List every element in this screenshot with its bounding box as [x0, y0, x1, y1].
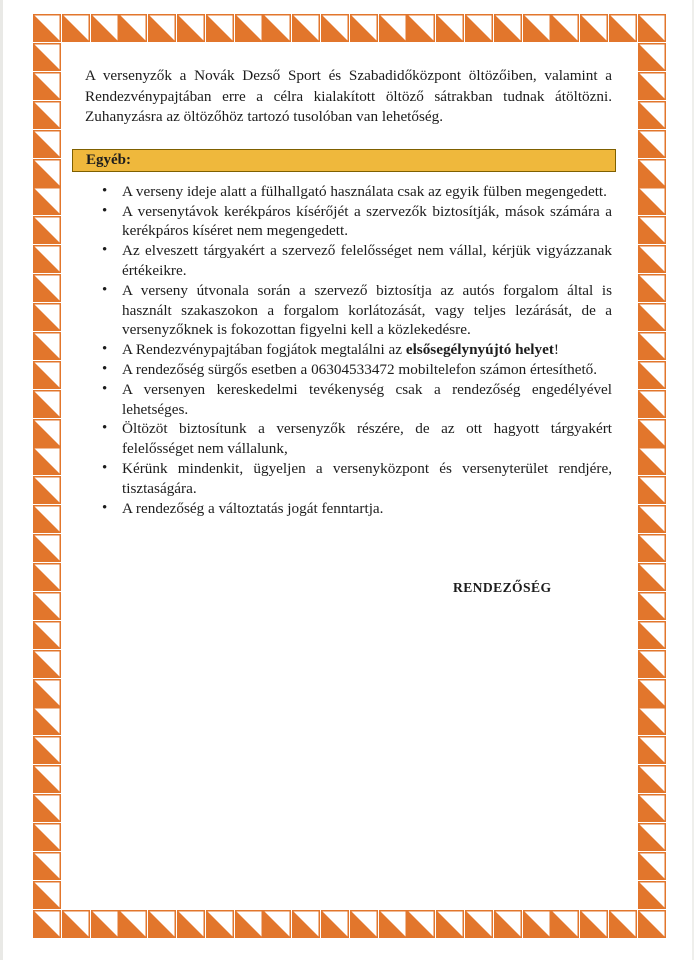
orienteering-triangle-tile-icon	[33, 274, 61, 302]
rule-item	[85, 340, 612, 360]
rules-list	[85, 182, 612, 519]
rule-item	[85, 202, 612, 242]
orienteering-triangle-tile-icon	[638, 505, 666, 533]
orienteering-triangle-tile-icon	[33, 187, 61, 215]
orienteering-triangle-tile-icon	[33, 592, 61, 620]
orienteering-triangle-tile-icon	[33, 447, 61, 475]
rule-text-post: !	[553, 341, 559, 359]
orienteering-triangle-tile-icon	[33, 650, 61, 678]
rule-text: A verseny útvonala során a szervező biztosítja az autós forgalom által is használt szakaszokon a forgalom korlátozását, vagy teljes lezárását, de a versenyzőknek is fokozottan figyelni kell a közlekedésre.	[122, 281, 612, 339]
orienteering-triangle-tile-icon	[206, 14, 234, 42]
border-left-strip	[33, 43, 61, 909]
orienteering-triangle-tile-icon	[638, 823, 666, 851]
rule-text: A verseny ideje alatt a fülhallgató használata csak az egyik fülben megengedett.	[122, 182, 607, 200]
rule-item	[85, 499, 612, 519]
orienteering-triangle-tile-icon	[33, 43, 61, 71]
bullet-icon: •	[102, 380, 108, 397]
orienteering-triangle-tile-icon	[91, 14, 119, 42]
orienteering-triangle-tile-icon	[33, 130, 61, 158]
page-edge-shadow	[0, 0, 3, 960]
rule-item	[85, 459, 612, 499]
orienteering-triangle-tile-icon	[33, 14, 61, 42]
rule-text: A rendezőség a változtatás jogát fenntartja.	[122, 499, 384, 517]
orienteering-triangle-tile-icon	[494, 910, 522, 938]
orienteering-triangle-tile-icon	[292, 910, 320, 938]
rule-text: A Rendezvénypajtában fogjátok megtalálni az	[122, 341, 406, 359]
bullet-icon: •	[102, 341, 108, 358]
orienteering-triangle-tile-icon	[350, 14, 378, 42]
orienteering-triangle-tile-icon	[638, 563, 666, 591]
orienteering-triangle-tile-icon	[350, 910, 378, 938]
signature: RENDEZŐSÉG	[453, 580, 552, 596]
orienteering-triangle-tile-icon	[609, 14, 637, 42]
rule-item	[85, 182, 612, 202]
orienteering-triangle-tile-icon	[638, 794, 666, 822]
orienteering-triangle-tile-icon	[638, 43, 666, 71]
orienteering-triangle-tile-icon	[33, 679, 61, 707]
orienteering-triangle-tile-icon	[407, 14, 435, 42]
orienteering-triangle-tile-icon	[33, 419, 61, 447]
orienteering-triangle-tile-icon	[119, 14, 147, 42]
orienteering-triangle-tile-icon	[638, 101, 666, 129]
orienteering-triangle-tile-icon	[580, 910, 608, 938]
bullet-icon: •	[102, 420, 108, 437]
orienteering-triangle-tile-icon	[33, 707, 61, 735]
orienteering-triangle-tile-icon	[494, 14, 522, 42]
orienteering-triangle-tile-icon	[465, 14, 493, 42]
orienteering-triangle-tile-icon	[638, 910, 666, 938]
border-right-strip	[638, 43, 666, 909]
orienteering-triangle-tile-icon	[638, 303, 666, 331]
orienteering-triangle-tile-icon	[523, 14, 551, 42]
document-content	[85, 61, 612, 596]
orienteering-triangle-tile-icon	[292, 14, 320, 42]
rule-text: A versenytávok kerékpáros kísérőjét a szervezők biztosítják, mások számára a kerékpáros kíséret nem megengedett.	[122, 202, 612, 240]
orienteering-triangle-tile-icon	[321, 910, 349, 938]
orienteering-triangle-tile-icon	[62, 910, 90, 938]
orienteering-triangle-tile-icon	[33, 736, 61, 764]
orienteering-triangle-tile-icon	[33, 101, 61, 129]
orienteering-triangle-tile-icon	[33, 852, 61, 880]
orienteering-triangle-tile-icon	[33, 476, 61, 504]
bullet-icon: •	[102, 459, 108, 476]
orienteering-triangle-tile-icon	[62, 14, 90, 42]
orienteering-triangle-tile-icon	[33, 563, 61, 591]
orienteering-triangle-tile-icon	[638, 419, 666, 447]
bullet-icon: •	[102, 182, 108, 199]
orienteering-triangle-tile-icon	[638, 130, 666, 158]
orienteering-triangle-tile-icon	[321, 14, 349, 42]
orienteering-triangle-tile-icon	[638, 216, 666, 244]
orienteering-triangle-tile-icon	[91, 910, 119, 938]
rule-text: Kérünk mindenkit, ügyeljen a versenyközpont és versenyterület rendjére, tisztaságára.	[122, 459, 612, 497]
orienteering-triangle-tile-icon	[638, 72, 666, 100]
rule-text: Az elveszett tárgyakért a szervező felelősséget nem vállal, kérjük vigyázzanak értékeikre.	[122, 242, 612, 279]
orienteering-triangle-tile-icon	[33, 361, 61, 389]
orienteering-triangle-tile-icon	[638, 621, 666, 649]
orienteering-triangle-tile-icon	[177, 910, 205, 938]
orienteering-triangle-tile-icon	[638, 707, 666, 735]
orienteering-triangle-tile-icon	[33, 332, 61, 360]
orienteering-triangle-tile-icon	[33, 794, 61, 822]
orienteering-triangle-tile-icon	[638, 361, 666, 389]
orienteering-triangle-tile-icon	[638, 159, 666, 187]
orienteering-triangle-tile-icon	[638, 476, 666, 504]
bullet-icon: •	[102, 242, 108, 259]
rule-item	[85, 360, 612, 380]
orienteering-triangle-tile-icon	[33, 765, 61, 793]
orienteering-triangle-tile-icon	[33, 159, 61, 187]
section-header-egyeb	[72, 149, 616, 172]
orienteering-triangle-tile-icon	[551, 910, 579, 938]
orienteering-triangle-tile-icon	[177, 14, 205, 42]
orienteering-triangle-tile-icon	[263, 910, 291, 938]
orienteering-triangle-tile-icon	[33, 823, 61, 851]
border-top-strip	[33, 14, 666, 42]
orienteering-triangle-tile-icon	[523, 910, 551, 938]
orienteering-triangle-tile-icon	[33, 303, 61, 331]
orienteering-triangle-tile-icon	[638, 881, 666, 909]
orienteering-triangle-tile-icon	[436, 910, 464, 938]
orienteering-triangle-tile-icon	[638, 274, 666, 302]
orienteering-triangle-tile-icon	[465, 910, 493, 938]
orienteering-triangle-tile-icon	[33, 72, 61, 100]
orienteering-triangle-tile-icon	[638, 765, 666, 793]
orienteering-triangle-tile-icon	[407, 910, 435, 938]
orienteering-triangle-tile-icon	[379, 14, 407, 42]
orienteering-triangle-tile-icon	[436, 14, 464, 42]
intro-paragraph: A versenyzők a Novák Dezső Sport és Szabadidőközpont öltözőiben, valamint a Rendezvénypajtában erre a célra kialakított öltöző sátrakban tudnak átöltözni. Zuhanyzásra az öltözőhöz tartozó tusolóban van lehetőség.	[85, 67, 612, 126]
rule-text: A versenyen kereskedelmi tevékenység csak a rendezőség engedélyével lehetséges.	[122, 380, 612, 418]
orienteering-triangle-tile-icon	[379, 910, 407, 938]
orienteering-triangle-tile-icon	[33, 505, 61, 533]
orienteering-triangle-tile-icon	[638, 245, 666, 273]
orienteering-triangle-tile-icon	[33, 910, 61, 938]
rule-text: A rendezőség sürgős esetben a 06304533472 mobiltelefon számon értesíthető.	[122, 360, 598, 378]
orienteering-triangle-tile-icon	[148, 910, 176, 938]
orienteering-triangle-tile-icon	[638, 592, 666, 620]
section-header-label: Egyéb:	[86, 151, 131, 168]
orienteering-triangle-tile-icon	[638, 390, 666, 418]
rule-item	[85, 241, 612, 281]
orienteering-triangle-tile-icon	[638, 187, 666, 215]
orienteering-triangle-tile-icon	[638, 14, 666, 42]
orienteering-triangle-tile-icon	[235, 910, 263, 938]
orienteering-triangle-tile-icon	[580, 14, 608, 42]
orienteering-triangle-tile-icon	[148, 14, 176, 42]
bullet-icon: •	[102, 360, 108, 377]
orienteering-triangle-tile-icon	[33, 390, 61, 418]
rule-item	[85, 281, 612, 340]
bullet-icon: •	[102, 202, 108, 219]
orienteering-triangle-tile-icon	[33, 881, 61, 909]
orienteering-triangle-tile-icon	[609, 910, 637, 938]
orienteering-triangle-tile-icon	[33, 621, 61, 649]
border-bottom-strip	[33, 910, 666, 938]
orienteering-triangle-tile-icon	[638, 534, 666, 562]
rule-text: Öltözöt biztosítunk a versenyzők részére, de az ott hagyott tárgyakért felelősséget nem vállalunk,	[122, 420, 612, 458]
bullet-icon: •	[102, 281, 108, 298]
orienteering-triangle-tile-icon	[263, 14, 291, 42]
orienteering-triangle-tile-icon	[638, 852, 666, 880]
orienteering-triangle-tile-icon	[33, 216, 61, 244]
orienteering-triangle-tile-icon	[638, 679, 666, 707]
orienteering-triangle-tile-icon	[33, 534, 61, 562]
orienteering-triangle-tile-icon	[638, 332, 666, 360]
bullet-icon: •	[102, 499, 108, 516]
orienteering-triangle-tile-icon	[33, 245, 61, 273]
orienteering-triangle-tile-icon	[206, 910, 234, 938]
orienteering-triangle-tile-icon	[551, 14, 579, 42]
rule-text-bold: elsősegélynyújtó helyet	[405, 341, 554, 359]
orienteering-triangle-tile-icon	[638, 650, 666, 678]
rule-item	[85, 419, 612, 459]
orienteering-triangle-tile-icon	[235, 14, 263, 42]
orienteering-triangle-tile-icon	[119, 910, 147, 938]
rule-item	[85, 380, 612, 420]
orienteering-triangle-tile-icon	[638, 736, 666, 764]
orienteering-triangle-tile-icon	[638, 447, 666, 475]
